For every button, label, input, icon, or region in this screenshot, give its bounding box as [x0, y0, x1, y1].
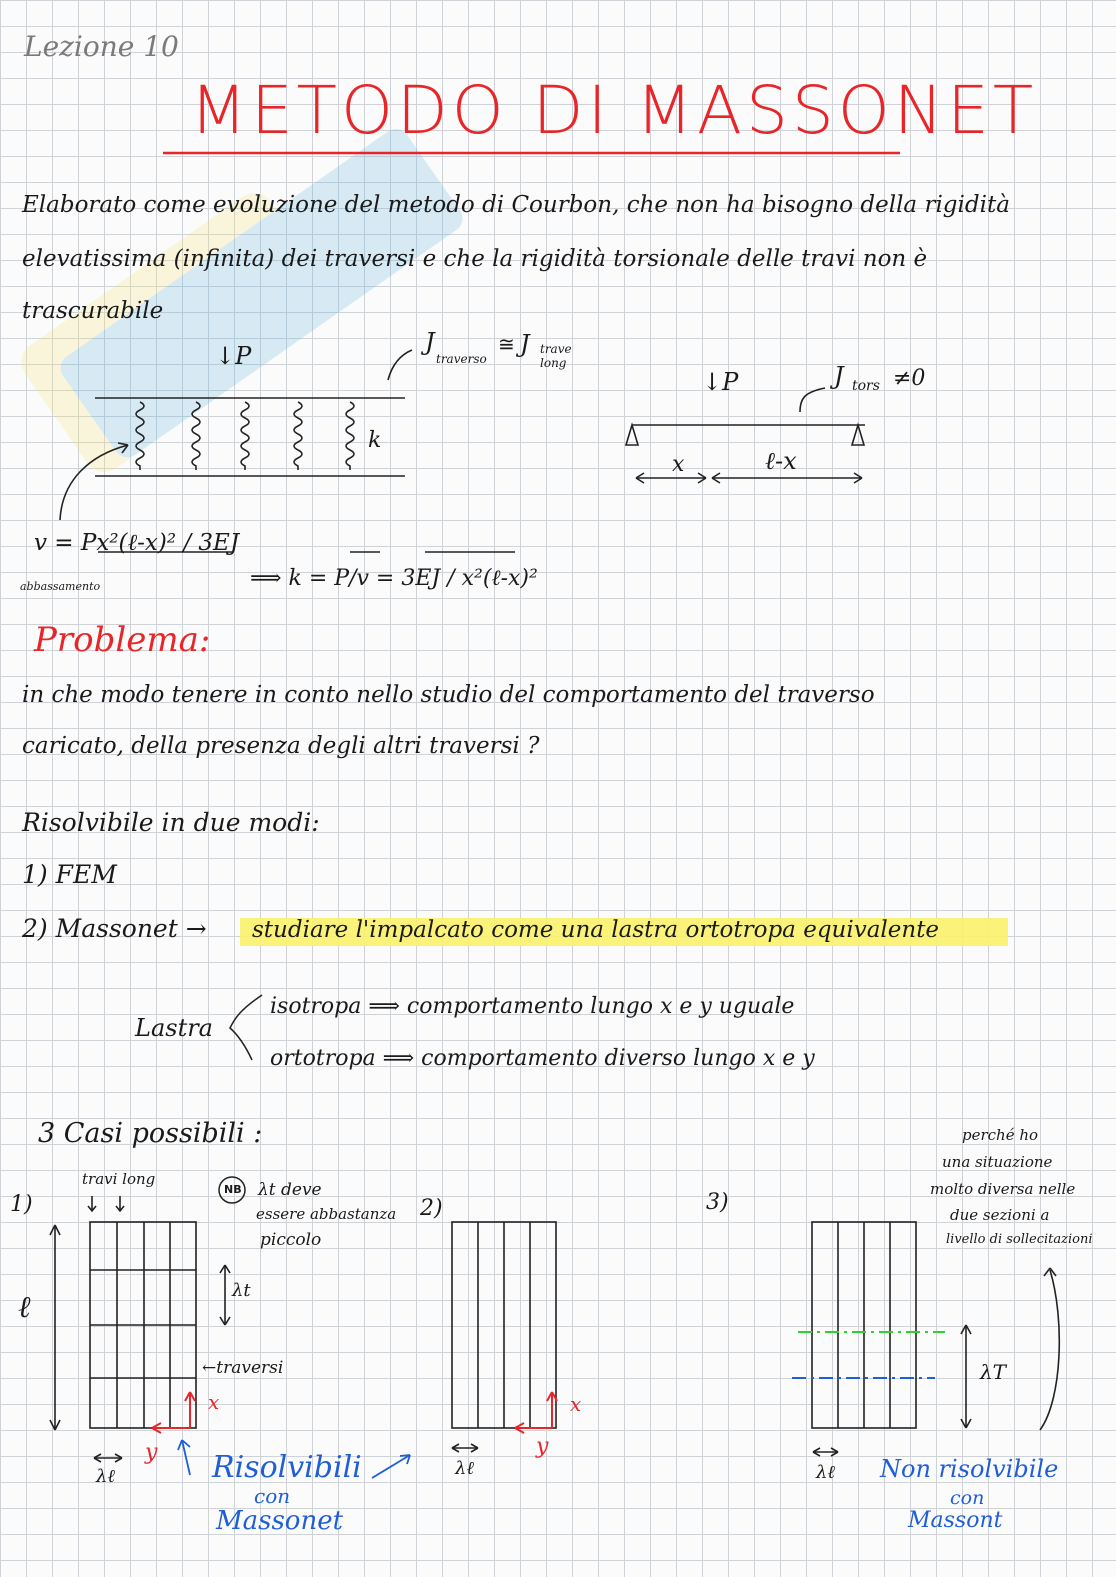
solution-fem: 1) FEM — [22, 860, 117, 889]
lastra-ortotropa: ortotropa ⟹ comportamento diverso lungo x e y — [270, 1046, 815, 1071]
case3-note-4: due sezioni a — [950, 1206, 1050, 1224]
load-p-label-2: ↓P — [702, 368, 739, 396]
blue-arrow-2 — [372, 1455, 410, 1478]
case1-x-axis: x — [208, 1390, 220, 1414]
case1-travi-long: travi long — [82, 1170, 156, 1188]
non-resolvable-text-2: con — [950, 1487, 985, 1509]
case3-note-2: una situazione — [942, 1153, 1053, 1171]
lastra-isotropa: isotropa ⟹ comportamento lungo x e y uguale — [270, 994, 795, 1019]
case3-lambda-l: λℓ — [816, 1462, 835, 1483]
solution-massonet-text: studiare l'impalcato come una lastra ortotropa equivalente — [252, 917, 940, 943]
case2-lambda-l: λℓ — [455, 1458, 474, 1479]
resolvable-text-3: Massonet — [216, 1506, 344, 1536]
case2-y-axis: y — [536, 1434, 549, 1459]
beam-diagram — [626, 388, 865, 483]
problem-line-1: in che modo tenere in conto nello studio del comportamento del traverso — [22, 682, 875, 708]
case1-length: ℓ — [18, 1290, 31, 1325]
lesson-label: Lezione 10 — [24, 30, 179, 63]
page-title: METODO DI MASSONET — [190, 72, 1038, 149]
case3-number: 3) — [706, 1190, 729, 1215]
lastra-label: Lastra — [135, 1014, 213, 1042]
case3-lambda-T: λT — [980, 1360, 1007, 1384]
jtors-sub: tors — [852, 378, 880, 394]
intro-line-1: Elaborato come evoluzione del metodo di Courbon, che non ha bisogno della rigidità — [22, 192, 1010, 218]
case2-grid — [452, 1222, 556, 1452]
nb-text-3: piccolo — [260, 1230, 322, 1250]
formula-k: ⟹ k = P/v = 3EJ / x²(ℓ-x)² — [250, 566, 538, 591]
grillage-diagram — [60, 350, 412, 520]
spring-k-label: k — [368, 428, 382, 453]
lastra-brace — [230, 995, 262, 1060]
problem-heading: Problema: — [34, 620, 211, 660]
case1-lambda-l: λℓ — [96, 1466, 115, 1487]
load-p-label-1: ↓P — [215, 342, 252, 370]
l-minus-x-label: ℓ-x — [765, 447, 797, 475]
intro-line-3: trascurabile — [22, 298, 164, 324]
intro-line-2: elevatissima (infinita) dei traversi e che la rigidità torsionale delle travi non è — [22, 246, 928, 272]
cases-heading: 3 Casi possibili : — [38, 1118, 263, 1149]
j-trave-symbol: J — [520, 330, 530, 358]
case2-number: 2) — [420, 1196, 443, 1221]
formula-v: v = Px²(ℓ-x)² / 3EJ — [34, 530, 240, 556]
x-length-label: x — [672, 452, 685, 477]
nb-text-2: essere abbastanza — [256, 1205, 397, 1223]
jtors-symbol: J — [834, 362, 844, 390]
case3-note-3: molto diversa nelle — [930, 1180, 1076, 1198]
nb-text-1: λt deve — [258, 1180, 322, 1200]
resolvable-text-1: Risolvibili — [212, 1450, 362, 1485]
j-traverso-sub: traverso — [436, 352, 487, 366]
j-trave-sub: trave long — [540, 342, 572, 370]
solution-massonet-label: 2) Massonet → — [22, 914, 207, 943]
problem-line-2: caricato, della presenza degli altri traversi ? — [22, 733, 540, 759]
case3-grid — [812, 1222, 1059, 1456]
case1-y-axis: y — [145, 1440, 158, 1465]
case1-axes — [152, 1392, 195, 1433]
j-traverso-symbol: J — [425, 328, 435, 356]
non-resolvable-text-1: Non risolvibile — [880, 1455, 1059, 1483]
nb-label: NB — [224, 1183, 242, 1196]
case3-note-1: perché ho — [962, 1126, 1039, 1144]
non-resolvable-text-3: Massont — [908, 1508, 1003, 1533]
case2-x-axis: x — [570, 1392, 582, 1416]
case1-lambda-t: λt — [232, 1280, 251, 1301]
jtors-condition: ≠0 — [893, 366, 926, 391]
case1-number: 1) — [10, 1192, 33, 1217]
case2-axes — [515, 1392, 557, 1433]
blue-arrow-1 — [178, 1440, 190, 1475]
approx-sign: ≅ — [498, 332, 515, 356]
resolvable-text-2: con — [254, 1484, 291, 1508]
abbassamento-label: abbassamento — [20, 580, 101, 593]
case1-traversi: ←traversi — [202, 1358, 284, 1378]
case1-grid — [50, 1196, 230, 1462]
case3-note-5: livello di sollecitazioni — [946, 1232, 1093, 1247]
solutions-intro: Risolvibile in due modi: — [22, 808, 320, 837]
